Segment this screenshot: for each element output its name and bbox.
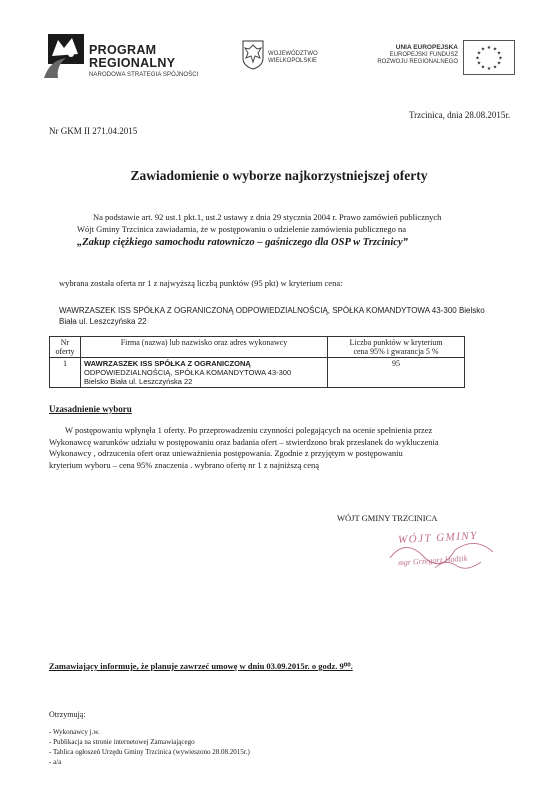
voivodeship-name — [268, 51, 318, 65]
winning-company-line1: WAWRZASZEK ISS SPÓŁKA Z OGRANICZONĄ ODPOWIEDZIALNOŚCIĄ, SPÓŁKA KOMANDYTOWA 43-300 Bielsko — [59, 306, 485, 315]
procurement-subject: „Zakup ciężkiego samochodu ratowniczo – gaśniczego dla OSP w Trzcinicy” — [77, 237, 408, 248]
eu-stars-icon — [464, 41, 514, 74]
row-contractor-line3: Bielsko Biała ul. Leszczyńska 22 — [84, 377, 193, 386]
list-item: - Publikacja na stronie internetowej Zamawiającego — [49, 738, 195, 746]
svg-text:★: ★ — [486, 66, 492, 72]
program-regionalny-logo — [44, 34, 84, 78]
row-contractor-line1: WAWRZASZEK ISS SPÓŁKA Z OGRANICZONĄ — [84, 359, 251, 368]
list-item: - Tablica ogłoszeń Urzędu Gminy Trzcinica (wywieszono 28.08.2015r.) — [49, 748, 250, 756]
header-offer-number: Nr oferty — [50, 337, 81, 358]
svg-text:★: ★ — [480, 46, 486, 53]
intro-line1: Na podstawie art. 92 ust.1 pkt.1, ust.2 ustawy z dnia 29 stycznia 2004 r. Prawo zamówień publicznych — [93, 212, 442, 222]
svg-text:★: ★ — [498, 55, 503, 62]
intro-line2: Wójt Gminy Trzcinica zawiadamia, że w postępowaniu o udzielenie zamówienia publicznego na — [77, 224, 407, 234]
winning-company-line2: Biała ul. Leszczyńska 22 — [59, 317, 147, 326]
eu-flag-icon — [463, 40, 515, 75]
eu-fund-text — [374, 44, 458, 66]
svg-text:★: ★ — [486, 45, 492, 51]
program-title-line2: REGIONALNY — [89, 56, 176, 70]
page-title: Zawiadomienie o wyborze najkorzystniejszej oferty — [130, 168, 428, 183]
justification-line4: kryterium wyboru – cena 95% znaczenia . wybrano ofertę nr 1 z najniższą ceną — [49, 459, 319, 470]
table-header-row — [50, 337, 465, 358]
reference-number: Nr GKM II 271.04.2015 — [49, 126, 138, 136]
recipients-list — [49, 727, 250, 767]
svg-text:★: ★ — [492, 46, 498, 53]
winning-company — [59, 305, 485, 327]
eu-line2: EUROPEJSKI FUNDUSZ — [389, 52, 458, 58]
justification-line3: Wykonawcy , odrzucenia ofert oraz unieważnienia postępowania. Zgodnie z przyjętym w postępowaniu — [49, 448, 403, 458]
row-offer-number: 1 — [50, 358, 81, 388]
header-points — [328, 337, 465, 358]
svg-text:★: ★ — [496, 50, 502, 57]
eu-line1: UNIA EUROPEJSKA — [395, 44, 458, 51]
place-date: Trzcinica, dnia 28.08.2015r. — [409, 110, 511, 120]
selected-offer-line: wybrana została oferta nr 1 z najwyższą liczbą punktów (95 pkt) w kryterium cena: — [59, 278, 343, 288]
row-contractor-line2: ODPOWIEDZIALNOŚCIĄ, SPÓŁKA KOMANDYTOWA 43-300 — [84, 368, 292, 377]
signatory-title: WÓJT GMINY TRZCINICA — [337, 513, 438, 523]
contract-notice: Zamawiający informuje, że planuje zawrzeć umowę w dniu 03.09.2015r. o godz. 9⁰⁰. — [49, 661, 353, 671]
voivodeship-coat-of-arms-icon — [242, 40, 264, 70]
recipients-heading: Otrzymują: — [49, 710, 86, 719]
program-regionalny-emblem-icon — [44, 34, 84, 78]
svg-text:★: ★ — [480, 64, 486, 71]
svg-text:★: ★ — [476, 60, 482, 67]
justification-body — [49, 425, 527, 471]
program-title — [89, 44, 175, 70]
svg-text:★: ★ — [492, 64, 498, 71]
eu-line3: ROZWOJU REGIONALNEGO — [377, 59, 458, 65]
svg-text:★: ★ — [496, 60, 502, 67]
svg-text:★: ★ — [476, 50, 482, 57]
justification-line1: W postępowaniu wpłynęła 1 oferty. Po przeprowadzeniu czynności polegających na ocenie spełnienia przez — [65, 425, 433, 435]
row-contractor — [81, 358, 328, 388]
program-title-line1: PROGRAM — [89, 43, 157, 57]
header-contractor: Firma (nazwa) lub nazwisko oraz adres wykonawcy — [81, 337, 328, 358]
stamp-office: WÓJT GMINY — [397, 529, 479, 547]
offers-table — [49, 336, 465, 388]
justification-line2: Wykonawcę warunków udziału w postępowaniu oraz badania ofert – stwierdzono brak przesłanek do wykluczenia — [49, 436, 439, 447]
list-item: - Wykonawcy j.w. — [49, 728, 100, 736]
header-points-line2: cena 95% i gwarancja 5 % — [353, 347, 439, 356]
program-subtitle: NARODOWA STRATEGIA SPÓJNOŚCI — [89, 72, 199, 78]
list-item: - a/a — [49, 758, 62, 766]
justification-heading: Uzasadnienie wyboru — [49, 404, 132, 414]
stamp-name: mgr Grzegorz Hadzik — [397, 553, 468, 568]
voivodeship-line2: WIELKOPOLSKIE — [268, 58, 318, 64]
table-row — [50, 358, 465, 388]
svg-text:★: ★ — [475, 55, 480, 62]
header-points-line1: Liczba punktów w kryterium — [349, 338, 443, 347]
handwritten-signature-icon — [385, 528, 505, 578]
voivodeship-line1: WOJEWÓDZTWO — [268, 51, 318, 57]
row-points: 95 — [328, 358, 465, 388]
